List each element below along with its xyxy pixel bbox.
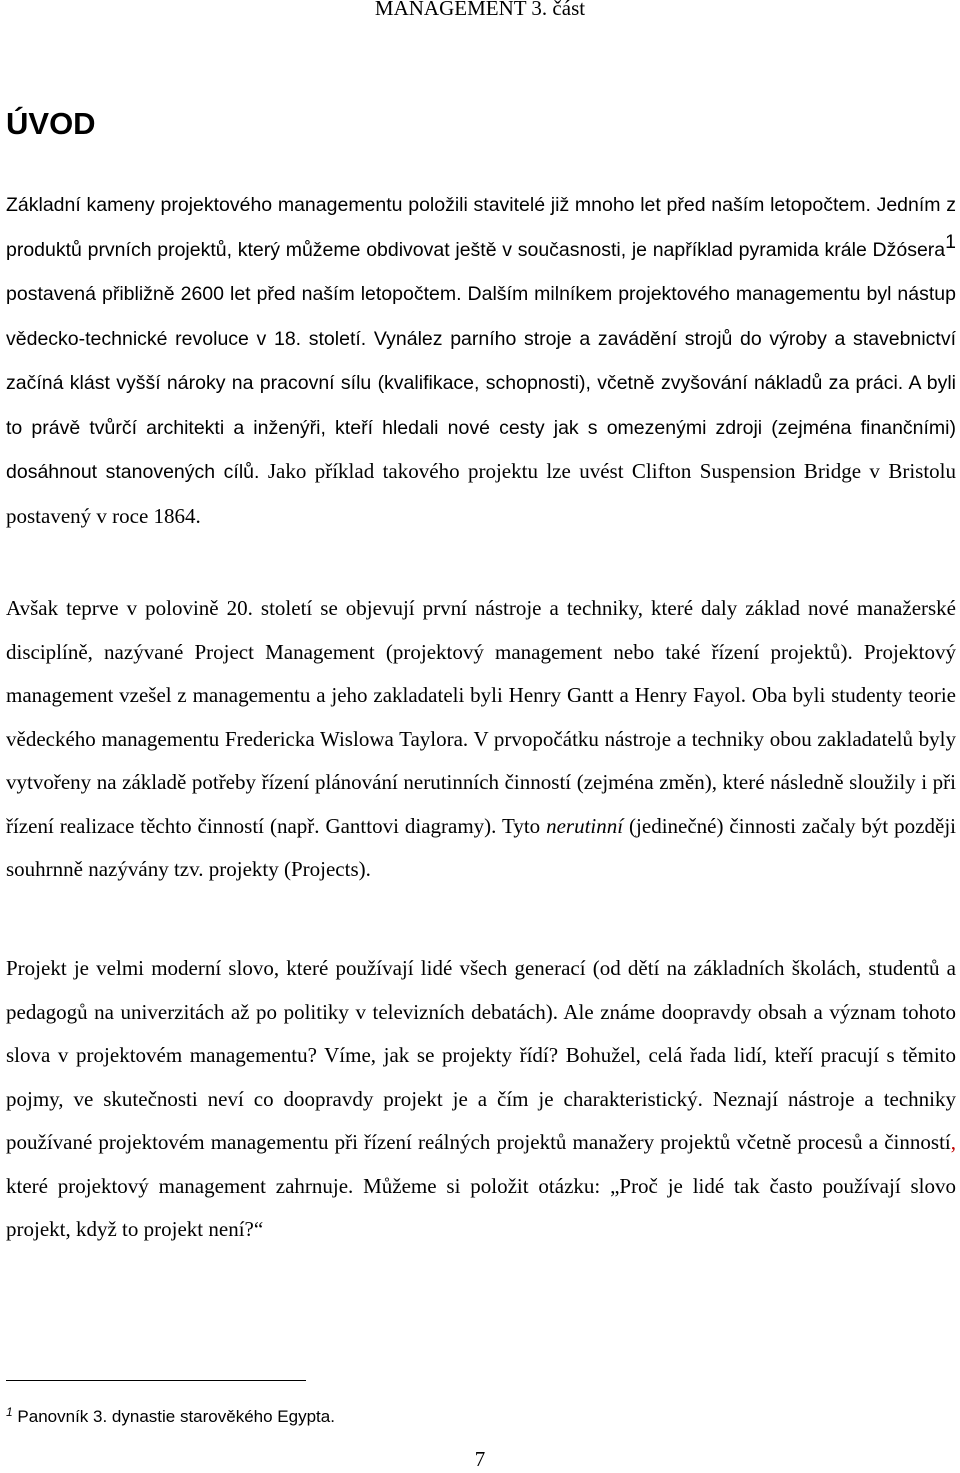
paragraph-3-red-comma: , xyxy=(950,1130,956,1154)
paragraph-2-part-b: (jedinečné) činnosti začaly být později souhrnně nazývány tzv. projekty (Projects). xyxy=(6,813,956,881)
footnote xyxy=(6,1405,335,1429)
paragraph-2 xyxy=(6,587,956,892)
paragraph-3-part-a: Projekt je velmi moderní slovo, které používají lidé všech generací (od dětí na základních školách, studentů a pedagogů na univerzitách až po politiky v televizních debatách). Ale známe doopravdy obsah a význam tohoto slova v projektovém managementu? Víme, jak se projekty řídí? Bohužel, celá řada lidí, kteří pracují s těmito pojmy, ve skutečnosti neví co doopravdy projekt je a čím je charakteristický. Neznají nástroje a techniky používané projektovém managementu při řízení reálných projektů manažery projektů včetně procesů a činností xyxy=(6,956,956,1154)
footnote-number: 1 xyxy=(6,1405,13,1419)
paragraph-2-italic: nerutinní xyxy=(546,813,624,838)
footnote-reference: 1 xyxy=(945,230,956,253)
paragraph-1-part-a: Základní kameny projektového managementu položili stavitelé již mnoho let před naším letopočtem. Jedním z produktů prvních projektů, který můžeme obdivovat ještě v současnosti, je například pyramida krále Džósera xyxy=(6,194,956,261)
paragraph-2-part-a: Avšak teprve v polovině 20. století se objevují první nástroje a techniky, které daly základ nové manažerské disciplíně, nazývané Project Management (projektový management nebo také řízení projektů). Projektový management vzešel z managementu a jeho zakladateli byli Henry Gantt a Henry Fayol. Oba byli studenty teorie vědeckého managementu Fredericka Wislowa Taylora. V prvopočátku nástroje a techniky obou zakladatelů byly vytvořeny na základě potřeby řízení plánování nerutinních činností (zejména změn), které následně sloužily i při řízení realizace těchto činností (např. Ganttovi diagramy). Tyto xyxy=(6,596,956,838)
footnote-text: Panovník 3. dynastie starověkého Egypta. xyxy=(12,1407,335,1426)
page-number: 7 xyxy=(474,1447,486,1471)
paragraph-3-part-b: které projektový management zahrnuje. Můžeme si položit otázku: „Proč je lidé tak často používají slovo projekt, když to projekt není?“ xyxy=(6,1173,956,1241)
paragraph-1-part-c: Dalším milníkem projektového managementu byl nástup vědecko-technické revoluce v 18. století. Vynález parního stroje a zavádění strojů do výroby a stavebnictví začíná klást vyšší nároky na pracovní sílu (kvalifikace, schopnosti), včetně zvyšování nákladů za práci. A byli to právě tvůrčí architekti a inženýři, kteří hledali nové cesty jak s omezenými zdroji (zejména finančními) dosáhnout stanovených cílů. xyxy=(6,283,956,483)
footnote-divider xyxy=(6,1380,306,1381)
section-heading: ÚVOD xyxy=(6,106,96,141)
page-header: MANAGEMENT 3. část xyxy=(374,0,586,20)
paragraph-1-part-d: Jako příklad takového projektu lze uvést Clifton Suspension Bridge v Bristolu postavený v roce 1864. xyxy=(6,459,956,528)
paragraph-3 xyxy=(6,947,956,1252)
paragraph-1 xyxy=(6,183,956,538)
paragraph-1-part-b: postavená přibližně 2600 let před naším letopočtem. xyxy=(6,283,462,305)
